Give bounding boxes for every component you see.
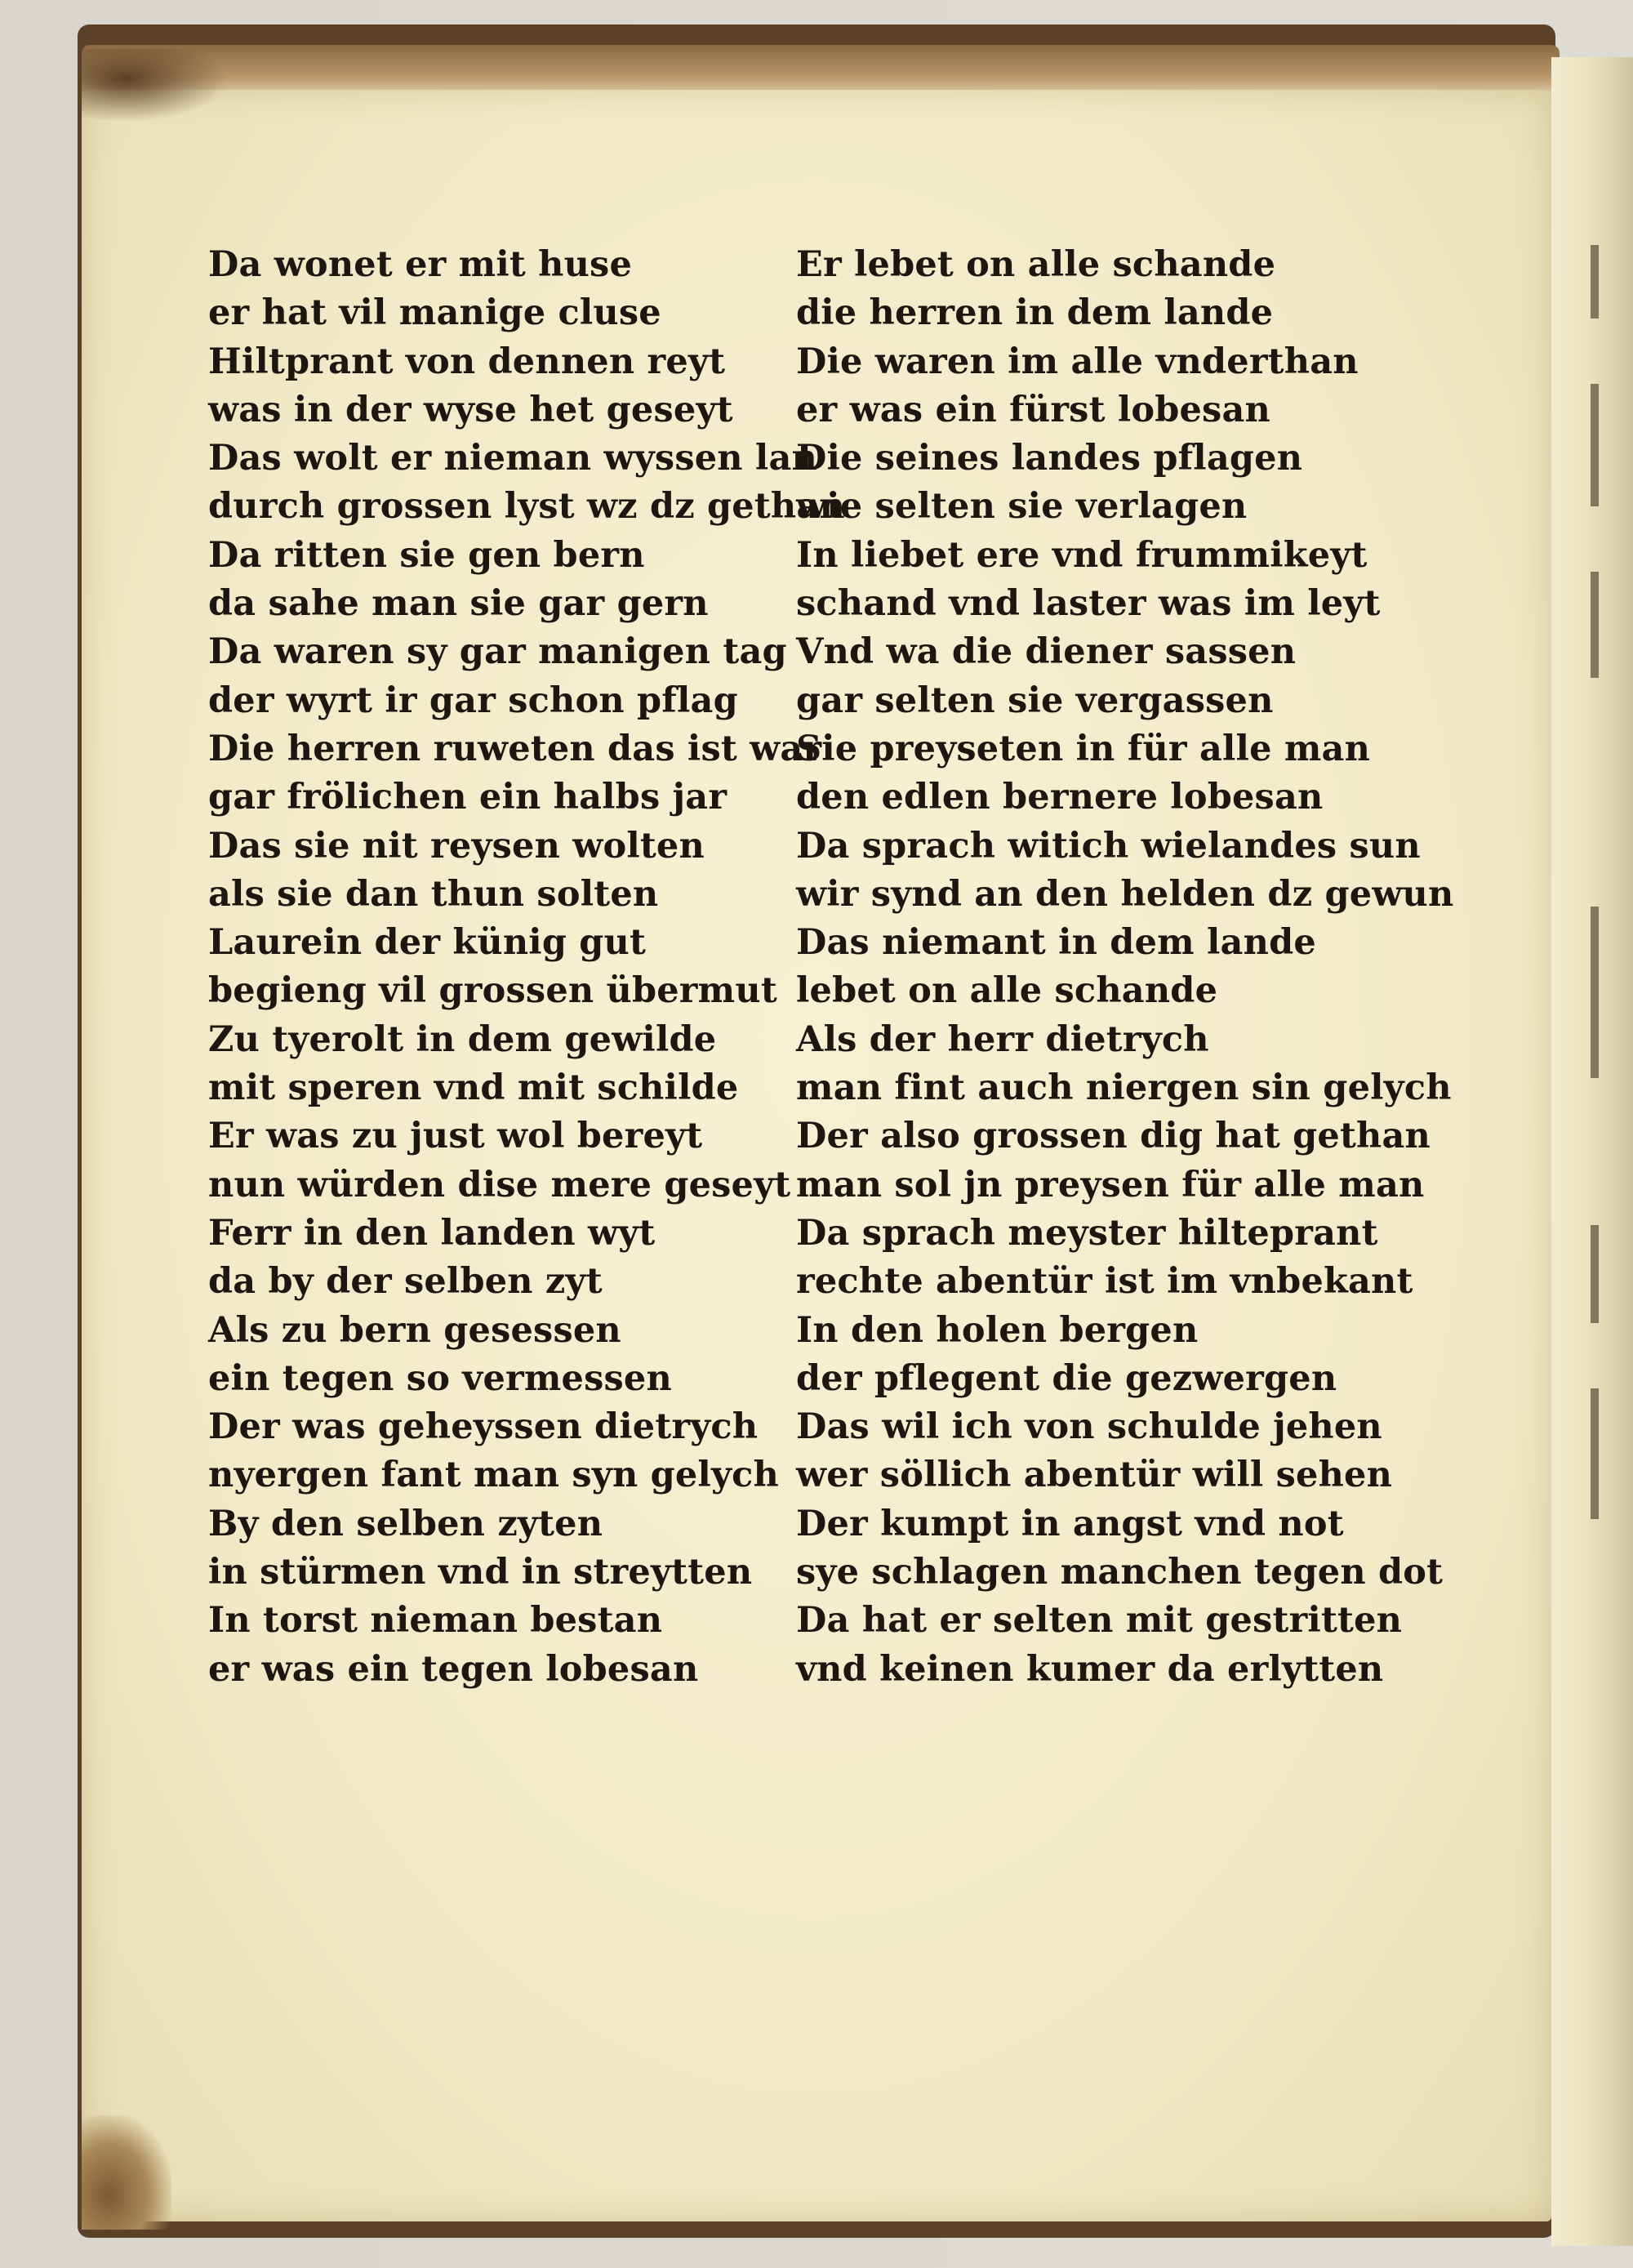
verse-line: Er was zu just wol bereyt <box>208 1116 703 1157</box>
verse-line: By den selben zyten <box>208 1503 603 1544</box>
verse-line: In den holen bergen <box>796 1309 1199 1351</box>
verse-line: Das wolt er nieman wyssen lan <box>208 438 817 479</box>
verse-line: als sie dan thun solten <box>208 873 659 915</box>
verse-line: Da wonet er mit huse <box>208 244 633 285</box>
verse-line: da sahe man sie gar gern <box>208 583 709 625</box>
verse-line: der pflegent die gezwergen <box>796 1357 1337 1399</box>
verse-line: Das sie nit reysen wolten <box>208 825 705 867</box>
verse-line: ein tegen so vermessen <box>208 1357 672 1399</box>
verse-line: er hat vil manige cluse <box>208 292 661 334</box>
verse-line: Das niemant in dem lande <box>796 922 1316 964</box>
verse-line: da by der selben zyt <box>208 1261 603 1303</box>
verse-line: er was ein tegen lobesan <box>208 1648 699 1690</box>
left-text-column <box>208 241 845 1694</box>
verse-line: rechte abentür ist im vnbekant <box>796 1261 1413 1303</box>
verse-line: Vnd wa die diener sassen <box>796 631 1297 673</box>
verse-line: Ferr in den landen wyt <box>208 1212 656 1254</box>
verse-line: Hiltprant von dennen reyt <box>208 341 726 382</box>
verse-line: die herren in dem lande <box>796 292 1274 334</box>
page-stain <box>82 49 229 123</box>
facing-page-text-fragment <box>1591 572 1599 678</box>
verse-line: er was ein fürst lobesan <box>796 389 1270 430</box>
facing-page-text-fragment <box>1591 384 1599 506</box>
verse-line: in stürmen vnd in streytten <box>208 1552 753 1593</box>
verse-line: durch grossen lyst wz dz gethan <box>208 486 845 528</box>
verse-line: schand vnd laster was im leyt <box>796 583 1381 625</box>
verse-line: nyergen fant man syn gelych <box>208 1455 779 1496</box>
verse-line: In torst nieman bestan <box>208 1600 663 1642</box>
verse-line: gar selten sie vergassen <box>796 680 1274 721</box>
verse-line: der wyrt ir gar schon pflag <box>208 680 738 721</box>
page-stain <box>82 2115 171 2230</box>
verse-line: man sol jn preysen für alle man <box>796 1164 1425 1205</box>
verse-line: Der was geheyssen dietrych <box>208 1406 759 1448</box>
verse-line: Als der herr dietrych <box>796 1018 1209 1060</box>
verse-line: Die seines landes pflagen <box>796 438 1303 479</box>
facing-page-text-fragment <box>1591 907 1599 1078</box>
right-text-column <box>796 241 1454 1694</box>
verse-line: Laurein der künig gut <box>208 922 647 964</box>
facing-page-text-fragment <box>1591 1388 1599 1519</box>
facing-page-text-fragment <box>1591 1225 1599 1323</box>
verse-line: wie selten sie verlagen <box>796 486 1248 528</box>
verse-line: Sie preyseten in für alle man <box>796 728 1371 769</box>
verse-line: Da hat er selten mit gestritten <box>796 1600 1403 1642</box>
verse-line: man fint auch niergen sin gelych <box>796 1067 1452 1109</box>
verse-line: lebet on alle schande <box>796 970 1218 1012</box>
verse-line: sye schlagen manchen tegen dot <box>796 1552 1444 1593</box>
verse-line: was in der wyse het geseyt <box>208 389 733 430</box>
verse-line: Die waren im alle vnderthan <box>796 341 1359 382</box>
verse-line: Zu tyerolt in dem gewilde <box>208 1018 717 1060</box>
verse-line: Die herren ruweten das ist war <box>208 728 822 769</box>
verse-line: nun würden dise mere geseyt <box>208 1164 791 1205</box>
verse-line: Der kumpt in angst vnd not <box>796 1503 1344 1544</box>
verse-line: vnd keinen kumer da erlytten <box>796 1648 1384 1690</box>
verse-line: begieng vil grossen übermut <box>208 970 777 1012</box>
verse-line: Da sprach witich wielandes sun <box>796 825 1421 867</box>
verse-line: gar frölichen ein halbs jar <box>208 777 728 818</box>
verse-line: Der also grossen dig hat gethan <box>796 1116 1431 1157</box>
verse-line: mit speren vnd mit schilde <box>208 1067 739 1109</box>
verse-line: wir synd an den helden dz gewun <box>796 873 1454 915</box>
verse-line: In liebet ere vnd frummikeyt <box>796 534 1368 576</box>
verse-line: Da waren sy gar manigen tag <box>208 631 787 673</box>
verse-line: Da sprach meyster hilteprant <box>796 1212 1378 1254</box>
verse-line: Da ritten sie gen bern <box>208 534 645 576</box>
verse-line: den edlen bernere lobesan <box>796 777 1324 818</box>
verse-line: Als zu bern gesessen <box>208 1309 621 1351</box>
verse-line: wer söllich abentür will sehen <box>796 1455 1393 1496</box>
verse-line: Das wil ich von schulde jehen <box>796 1406 1382 1448</box>
facing-page-text-fragment <box>1591 245 1599 319</box>
verse-line: Er lebet on alle schande <box>796 244 1276 285</box>
